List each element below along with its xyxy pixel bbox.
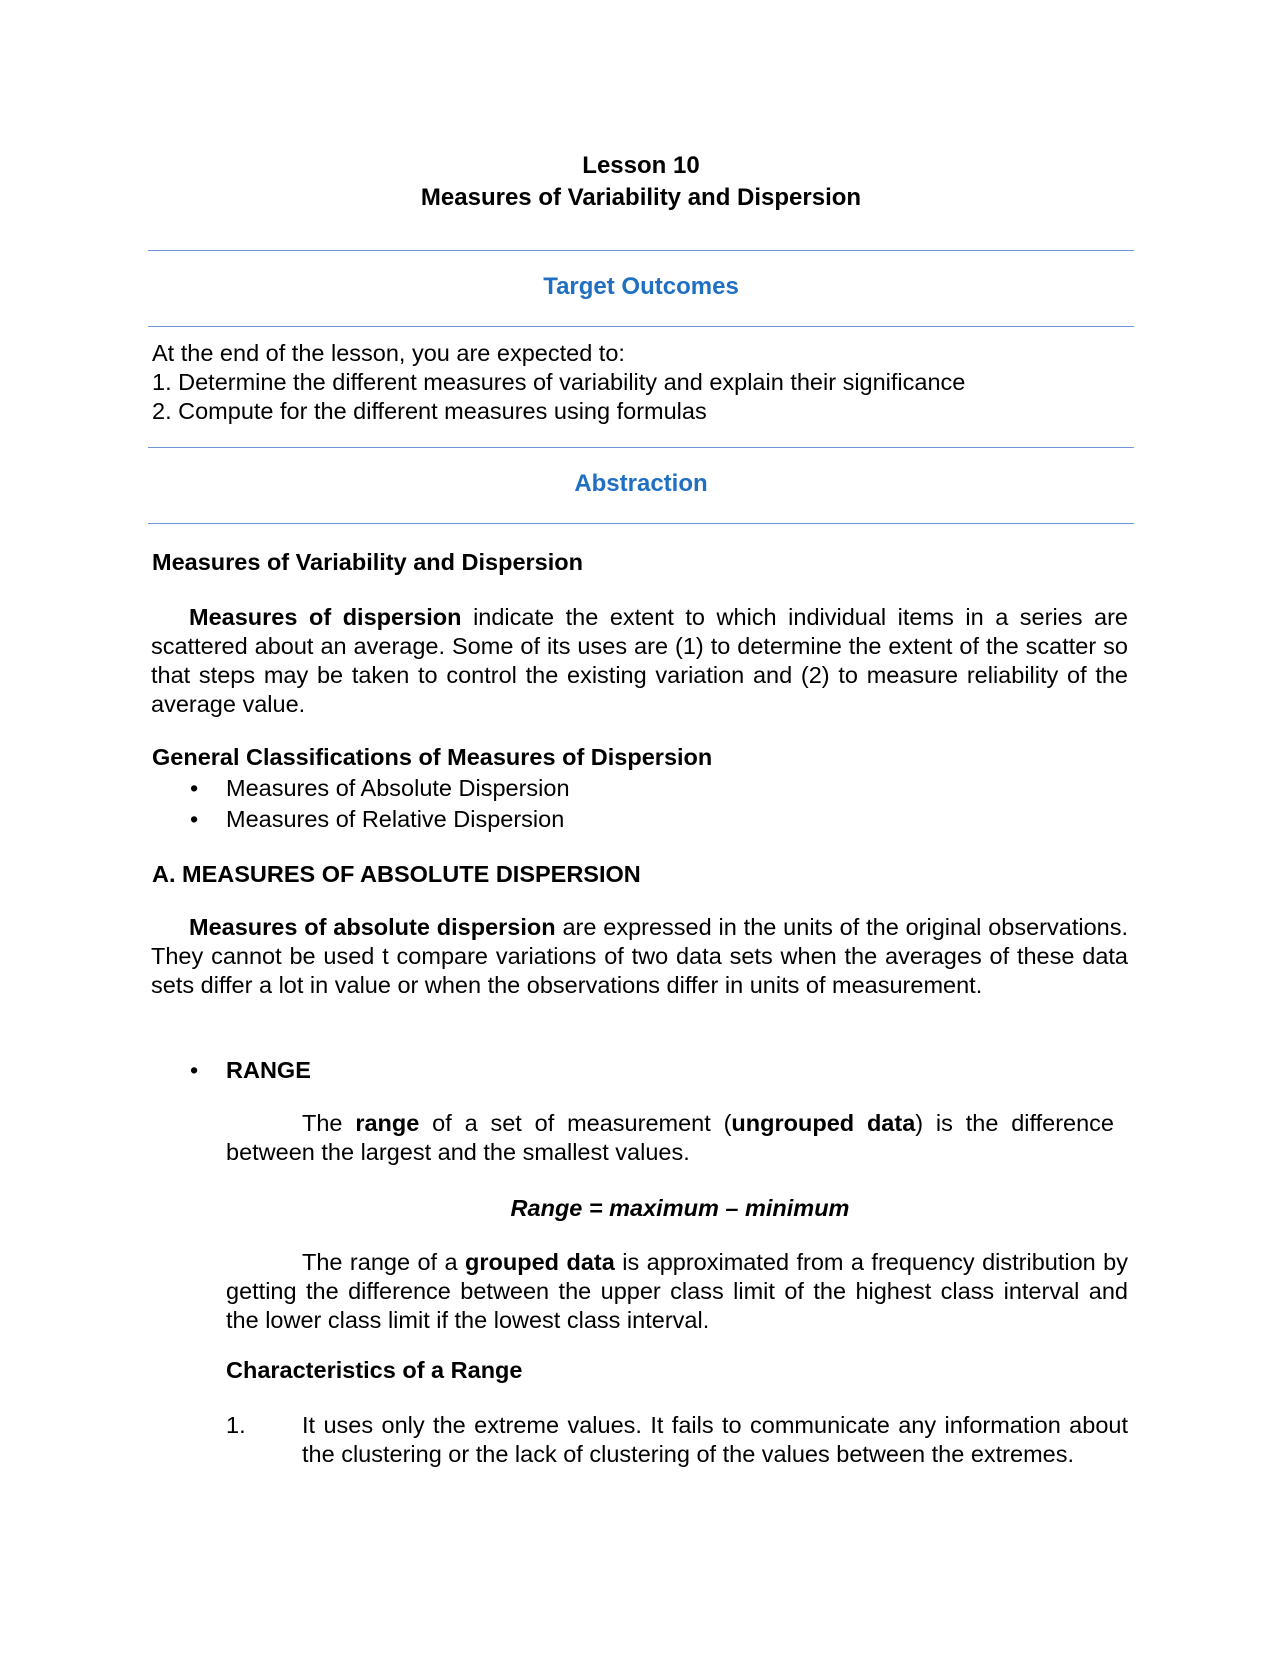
outcome-item-1: 1. Determine the different measures of variability and explain their significance [152, 369, 966, 395]
absolute-term: Measures of absolute dispersion [189, 914, 556, 940]
divider [148, 523, 1134, 524]
range-heading: RANGE [226, 1057, 311, 1083]
range-text: ) is the difference between the largest and the smallest values. [226, 1110, 1115, 1165]
bullet-icon: • [190, 1057, 199, 1083]
outcome-item-2: 2. Compute for the different measures using formulas [152, 398, 707, 424]
characteristic-item: It uses only the extreme values. It fails to communicate any information about the clustering or the lack of clustering of the values between the extremes. [302, 1412, 1128, 1467]
classifications-heading: General Classifications of Measures of Dispersion [152, 744, 713, 770]
bullet-icon: • [190, 775, 199, 801]
grouped-data-term: grouped data [465, 1249, 615, 1275]
range-ungrouped-paragraph [226, 1109, 1114, 1167]
classification-item-relative: Measures of Relative Dispersion [226, 806, 565, 832]
divider-top [148, 250, 1134, 251]
ungrouped-data-term: ungrouped data [731, 1110, 916, 1136]
range-formula: Range = maximum – minimum [510, 1195, 850, 1221]
characteristic-number: 1. [226, 1412, 246, 1438]
range-term: range [355, 1110, 420, 1136]
range-text: The [302, 1110, 356, 1136]
range-text: The range of a [302, 1249, 466, 1275]
bullet-icon: • [190, 806, 199, 832]
range-text: of a set of measurement ( [419, 1110, 732, 1136]
abstraction-heading: Abstraction [574, 470, 708, 497]
mvd-paragraph [151, 603, 1128, 719]
range-grouped-paragraph [226, 1248, 1128, 1335]
page-title: Measures of Variability and Dispersion [420, 184, 862, 211]
absolute-paragraph [151, 913, 1128, 1000]
divider [148, 326, 1134, 327]
absolute-dispersion-heading: A. MEASURES OF ABSOLUTE DISPERSION [152, 861, 641, 887]
classification-item-absolute: Measures of Absolute Dispersion [226, 775, 570, 801]
divider [148, 447, 1134, 448]
lesson-number: Lesson 10 [582, 152, 700, 179]
absolute-text: are expressed in the units of the original observations. They cannot be used t compare variations of two data sets when the averages of these data sets differ a lot in value or when the observations differ in units of measurement. [151, 914, 1128, 998]
target-outcomes-heading: Target Outcomes [543, 273, 739, 300]
outcomes-intro: At the end of the lesson, you are expected to: [152, 340, 625, 366]
characteristics-heading: Characteristics of a Range [226, 1357, 523, 1383]
mvd-term: Measures of dispersion [189, 604, 462, 630]
mvd-text: indicate the extent to which individual items in a series are scattered about an average. Some of its uses are (1) to determine the extent of the scatter so that steps may be taken to control the existing variation and (2) to measure reliability of the average value. [151, 604, 1128, 717]
mvd-heading: Measures of Variability and Dispersion [152, 549, 583, 575]
range-text: is approximated from a frequency distribution by getting the difference between the upper class limit of the highest class interval and the lower class limit if the lowest class interval. [226, 1249, 1128, 1333]
